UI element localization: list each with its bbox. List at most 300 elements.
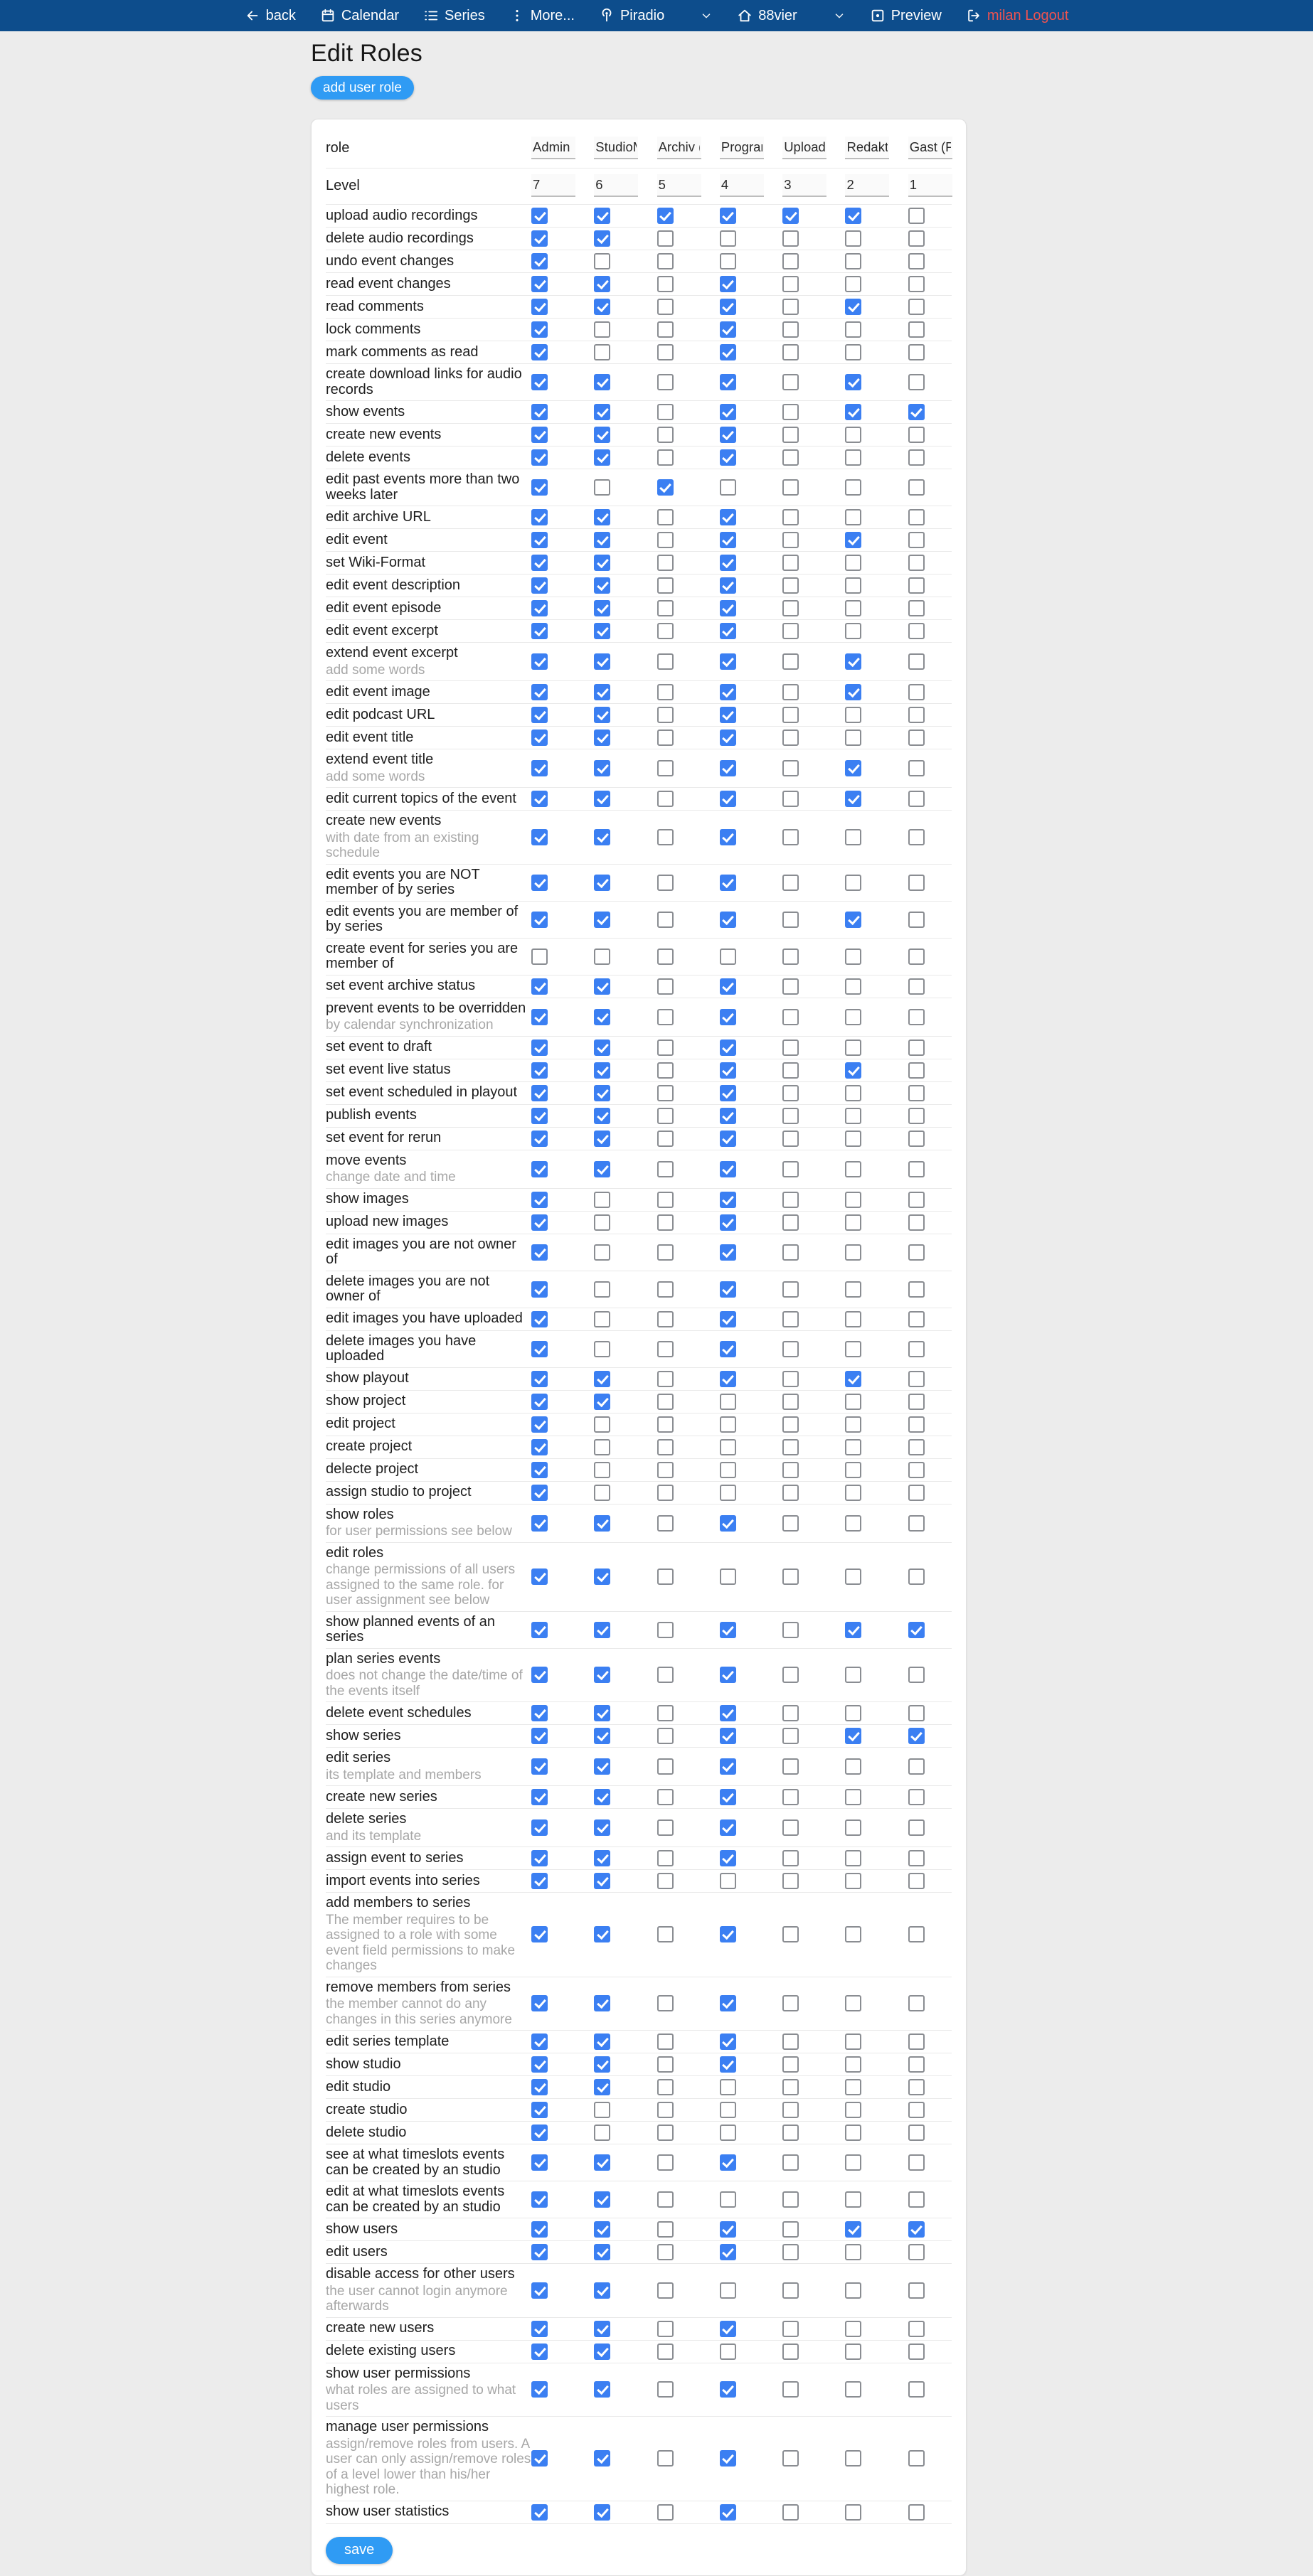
permission-checkbox[interactable] <box>720 1161 736 1177</box>
permission-checkbox[interactable] <box>594 1995 610 2011</box>
permission-checkbox[interactable] <box>782 2191 799 2208</box>
permission-checkbox[interactable] <box>657 875 674 891</box>
permission-checkbox[interactable] <box>594 1728 610 1744</box>
permission-checkbox[interactable] <box>845 1062 861 1079</box>
permission-checkbox[interactable] <box>908 1161 925 1177</box>
permission-checkbox[interactable] <box>720 2221 736 2238</box>
permission-checkbox[interactable] <box>531 555 548 571</box>
permission-checkbox[interactable] <box>908 684 925 700</box>
permission-checkbox[interactable] <box>845 1995 861 2011</box>
permission-checkbox[interactable] <box>908 791 925 807</box>
permission-checkbox[interactable] <box>908 1728 925 1744</box>
nav-item-calendar[interactable] <box>320 8 399 23</box>
permission-checkbox[interactable] <box>782 791 799 807</box>
permission-checkbox[interactable] <box>845 253 861 269</box>
permission-checkbox[interactable] <box>594 2056 610 2073</box>
permission-checkbox[interactable] <box>720 2102 736 2118</box>
nav-item-more[interactable] <box>509 8 575 23</box>
role-name-input-5[interactable] <box>782 137 826 159</box>
permission-checkbox[interactable] <box>531 1040 548 1056</box>
permission-checkbox[interactable] <box>594 829 610 845</box>
permission-checkbox[interactable] <box>657 344 674 360</box>
permission-checkbox[interactable] <box>782 555 799 571</box>
permission-checkbox[interactable] <box>782 1394 799 1410</box>
permission-checkbox[interactable] <box>657 2154 674 2171</box>
permission-checkbox[interactable] <box>908 253 925 269</box>
permission-checkbox[interactable] <box>845 875 861 891</box>
permission-checkbox[interactable] <box>845 276 861 292</box>
permission-checkbox[interactable] <box>908 344 925 360</box>
permission-checkbox[interactable] <box>782 1371 799 1387</box>
permission-checkbox[interactable] <box>594 1192 610 1208</box>
permission-checkbox[interactable] <box>657 1515 674 1532</box>
permission-checkbox[interactable] <box>594 2079 610 2095</box>
permission-checkbox[interactable] <box>594 875 610 891</box>
permission-checkbox[interactable] <box>908 653 925 670</box>
permission-checkbox[interactable] <box>594 1926 610 1942</box>
permission-checkbox[interactable] <box>531 208 548 224</box>
permission-checkbox[interactable] <box>908 1341 925 1357</box>
permission-checkbox[interactable] <box>657 1040 674 1056</box>
permission-checkbox[interactable] <box>782 1758 799 1775</box>
permission-checkbox[interactable] <box>782 230 799 247</box>
role-name-input-4[interactable] <box>720 137 764 159</box>
permission-checkbox[interactable] <box>657 449 674 466</box>
permission-checkbox[interactable] <box>845 555 861 571</box>
permission-checkbox[interactable] <box>908 2450 925 2467</box>
permission-checkbox[interactable] <box>657 2321 674 2337</box>
permission-checkbox[interactable] <box>908 912 925 928</box>
permission-checkbox[interactable] <box>531 1789 548 1805</box>
permission-checkbox[interactable] <box>720 2125 736 2141</box>
permission-checkbox[interactable] <box>531 1214 548 1231</box>
permission-checkbox[interactable] <box>531 1728 548 1744</box>
permission-checkbox[interactable] <box>531 791 548 807</box>
permission-checkbox[interactable] <box>531 1705 548 1721</box>
permission-checkbox[interactable] <box>594 449 610 466</box>
permission-checkbox[interactable] <box>908 2282 925 2299</box>
permission-checkbox[interactable] <box>657 2450 674 2467</box>
permission-checkbox[interactable] <box>720 1131 736 1147</box>
permission-checkbox[interactable] <box>720 1040 736 1056</box>
permission-checkbox[interactable] <box>531 1371 548 1387</box>
permission-checkbox[interactable] <box>594 2321 610 2337</box>
permission-checkbox[interactable] <box>720 912 736 928</box>
permission-checkbox[interactable] <box>908 623 925 639</box>
permission-checkbox[interactable] <box>594 404 610 420</box>
permission-checkbox[interactable] <box>720 1416 736 1433</box>
permission-checkbox[interactable] <box>594 1758 610 1775</box>
permission-checkbox[interactable] <box>594 2282 610 2299</box>
permission-checkbox[interactable] <box>782 1622 799 1638</box>
permission-checkbox[interactable] <box>657 1758 674 1775</box>
permission-checkbox[interactable] <box>720 623 736 639</box>
permission-checkbox[interactable] <box>594 577 610 594</box>
permission-checkbox[interactable] <box>531 1311 548 1327</box>
role-name-input-7[interactable] <box>908 137 952 159</box>
permission-checkbox[interactable] <box>720 653 736 670</box>
permission-checkbox[interactable] <box>657 978 674 995</box>
permission-checkbox[interactable] <box>720 1995 736 2011</box>
permission-checkbox[interactable] <box>908 1131 925 1147</box>
permission-checkbox[interactable] <box>594 1371 610 1387</box>
permission-checkbox[interactable] <box>782 1040 799 1056</box>
permission-checkbox[interactable] <box>531 253 548 269</box>
permission-checkbox[interactable] <box>594 2381 610 2398</box>
permission-checkbox[interactable] <box>594 299 610 315</box>
permission-checkbox[interactable] <box>908 1705 925 1721</box>
permission-checkbox[interactable] <box>782 1062 799 1079</box>
permission-checkbox[interactable] <box>657 577 674 594</box>
permission-checkbox[interactable] <box>782 1131 799 1147</box>
permission-checkbox[interactable] <box>845 829 861 845</box>
permission-checkbox[interactable] <box>845 449 861 466</box>
permission-checkbox[interactable] <box>594 344 610 360</box>
permission-checkbox[interactable] <box>594 1131 610 1147</box>
permission-checkbox[interactable] <box>594 2125 610 2141</box>
permission-checkbox[interactable] <box>782 1789 799 1805</box>
permission-checkbox[interactable] <box>657 2282 674 2299</box>
permission-checkbox[interactable] <box>908 1995 925 2011</box>
permission-checkbox[interactable] <box>908 1416 925 1433</box>
permission-checkbox[interactable] <box>908 978 925 995</box>
permission-checkbox[interactable] <box>908 299 925 315</box>
permission-checkbox[interactable] <box>594 684 610 700</box>
permission-checkbox[interactable] <box>782 404 799 420</box>
permission-checkbox[interactable] <box>908 1819 925 1836</box>
permission-checkbox[interactable] <box>657 1244 674 1261</box>
permission-checkbox[interactable] <box>845 1131 861 1147</box>
chevron-down-icon[interactable] <box>700 9 713 22</box>
permission-checkbox[interactable] <box>720 1462 736 1478</box>
permission-checkbox[interactable] <box>720 1009 736 1025</box>
level-input-6[interactable] <box>845 174 889 197</box>
permission-checkbox[interactable] <box>657 912 674 928</box>
permission-checkbox[interactable] <box>657 623 674 639</box>
permission-checkbox[interactable] <box>720 1926 736 1942</box>
permission-checkbox[interactable] <box>908 1485 925 1501</box>
permission-checkbox[interactable] <box>782 875 799 891</box>
permission-checkbox[interactable] <box>782 2504 799 2521</box>
permission-checkbox[interactable] <box>657 230 674 247</box>
permission-checkbox[interactable] <box>845 1085 861 1101</box>
permission-checkbox[interactable] <box>594 1705 610 1721</box>
permission-checkbox[interactable] <box>531 2381 548 2398</box>
permission-checkbox[interactable] <box>531 1416 548 1433</box>
permission-checkbox[interactable] <box>782 600 799 616</box>
permission-checkbox[interactable] <box>845 2343 861 2360</box>
permission-checkbox[interactable] <box>594 427 610 443</box>
permission-checkbox[interactable] <box>908 509 925 525</box>
permission-checkbox[interactable] <box>908 1062 925 1079</box>
permission-checkbox[interactable] <box>782 344 799 360</box>
permission-checkbox[interactable] <box>594 1108 610 1124</box>
permission-checkbox[interactable] <box>845 1728 861 1744</box>
role-name-input-1[interactable] <box>531 137 575 159</box>
permission-checkbox[interactable] <box>594 2450 610 2467</box>
permission-checkbox[interactable] <box>657 1789 674 1805</box>
permission-checkbox[interactable] <box>531 1062 548 1079</box>
permission-checkbox[interactable] <box>908 1622 925 1638</box>
permission-checkbox[interactable] <box>782 1416 799 1433</box>
permission-checkbox[interactable] <box>845 2056 861 2073</box>
permission-checkbox[interactable] <box>657 1192 674 1208</box>
permission-checkbox[interactable] <box>531 2343 548 2360</box>
permission-checkbox[interactable] <box>845 208 861 224</box>
permission-checkbox[interactable] <box>531 1873 548 1889</box>
permission-checkbox[interactable] <box>845 1192 861 1208</box>
permission-checkbox[interactable] <box>908 1667 925 1683</box>
level-input-5[interactable] <box>782 174 826 197</box>
permission-checkbox[interactable] <box>845 2450 861 2467</box>
permission-checkbox[interactable] <box>845 600 861 616</box>
permission-checkbox[interactable] <box>657 1108 674 1124</box>
permission-checkbox[interactable] <box>782 1214 799 1231</box>
permission-checkbox[interactable] <box>720 2321 736 2337</box>
permission-checkbox[interactable] <box>908 2033 925 2050</box>
permission-checkbox[interactable] <box>845 404 861 420</box>
permission-checkbox[interactable] <box>531 1926 548 1942</box>
permission-checkbox[interactable] <box>531 729 548 746</box>
permission-checkbox[interactable] <box>594 1439 610 1455</box>
permission-checkbox[interactable] <box>720 1085 736 1101</box>
permission-checkbox[interactable] <box>657 1062 674 1079</box>
permission-checkbox[interactable] <box>782 532 799 548</box>
permission-checkbox[interactable] <box>531 577 548 594</box>
permission-checkbox[interactable] <box>594 253 610 269</box>
permission-checkbox[interactable] <box>845 1341 861 1357</box>
permission-checkbox[interactable] <box>845 374 861 390</box>
permission-checkbox[interactable] <box>845 1281 861 1298</box>
permission-checkbox[interactable] <box>594 1311 610 1327</box>
permission-checkbox[interactable] <box>782 623 799 639</box>
permission-checkbox[interactable] <box>908 532 925 548</box>
permission-checkbox[interactable] <box>720 729 736 746</box>
permission-checkbox[interactable] <box>908 2191 925 2208</box>
permission-checkbox[interactable] <box>782 1926 799 1942</box>
permission-checkbox[interactable] <box>657 1873 674 1889</box>
permission-checkbox[interactable] <box>782 1667 799 1683</box>
permission-checkbox[interactable] <box>782 2450 799 2467</box>
level-input-4[interactable] <box>720 174 764 197</box>
permission-checkbox[interactable] <box>845 2102 861 2118</box>
permission-checkbox[interactable] <box>657 253 674 269</box>
permission-checkbox[interactable] <box>845 509 861 525</box>
permission-checkbox[interactable] <box>908 1281 925 1298</box>
permission-checkbox[interactable] <box>657 2191 674 2208</box>
permission-checkbox[interactable] <box>720 1062 736 1079</box>
permission-checkbox[interactable] <box>657 1819 674 1836</box>
permission-checkbox[interactable] <box>720 1667 736 1683</box>
permission-checkbox[interactable] <box>657 276 674 292</box>
permission-checkbox[interactable] <box>720 2381 736 2398</box>
add-user-role-button[interactable]: add user role <box>311 76 414 100</box>
permission-checkbox[interactable] <box>657 1462 674 1478</box>
permission-checkbox[interactable] <box>720 684 736 700</box>
permission-checkbox[interactable] <box>594 760 610 776</box>
permission-checkbox[interactable] <box>782 2154 799 2171</box>
permission-checkbox[interactable] <box>908 2321 925 2337</box>
permission-checkbox[interactable] <box>720 1214 736 1231</box>
permission-checkbox[interactable] <box>594 1568 610 1585</box>
permission-checkbox[interactable] <box>720 532 736 548</box>
permission-checkbox[interactable] <box>657 729 674 746</box>
permission-checkbox[interactable] <box>720 2056 736 2073</box>
permission-checkbox[interactable] <box>657 427 674 443</box>
permission-checkbox[interactable] <box>657 1439 674 1455</box>
permission-checkbox[interactable] <box>594 912 610 928</box>
permission-checkbox[interactable] <box>531 684 548 700</box>
permission-checkbox[interactable] <box>845 2381 861 2398</box>
permission-checkbox[interactable] <box>720 2154 736 2171</box>
permission-checkbox[interactable] <box>531 1995 548 2011</box>
permission-checkbox[interactable] <box>531 1622 548 1638</box>
permission-checkbox[interactable] <box>657 479 674 496</box>
permission-checkbox[interactable] <box>531 2321 548 2337</box>
permission-checkbox[interactable] <box>531 449 548 466</box>
permission-checkbox[interactable] <box>657 1281 674 1298</box>
permission-checkbox[interactable] <box>657 1394 674 1410</box>
permission-checkbox[interactable] <box>845 707 861 723</box>
permission-checkbox[interactable] <box>720 600 736 616</box>
permission-checkbox[interactable] <box>845 1439 861 1455</box>
permission-checkbox[interactable] <box>657 2504 674 2521</box>
permission-checkbox[interactable] <box>782 2244 799 2260</box>
permission-checkbox[interactable] <box>908 230 925 247</box>
permission-checkbox[interactable] <box>531 760 548 776</box>
permission-checkbox[interactable] <box>845 230 861 247</box>
permission-checkbox[interactable] <box>594 1244 610 1261</box>
permission-checkbox[interactable] <box>782 707 799 723</box>
permission-checkbox[interactable] <box>594 532 610 548</box>
permission-checkbox[interactable] <box>782 1244 799 1261</box>
permission-checkbox[interactable] <box>657 2221 674 2238</box>
permission-checkbox[interactable] <box>657 509 674 525</box>
permission-checkbox[interactable] <box>531 600 548 616</box>
permission-checkbox[interactable] <box>908 829 925 845</box>
permission-checkbox[interactable] <box>782 978 799 995</box>
permission-checkbox[interactable] <box>782 1568 799 1585</box>
permission-checkbox[interactable] <box>720 707 736 723</box>
permission-checkbox[interactable] <box>782 760 799 776</box>
permission-checkbox[interactable] <box>594 509 610 525</box>
permission-checkbox[interactable] <box>720 1728 736 1744</box>
permission-checkbox[interactable] <box>531 1439 548 1455</box>
permission-checkbox[interactable] <box>782 449 799 466</box>
permission-checkbox[interactable] <box>845 2282 861 2299</box>
permission-checkbox[interactable] <box>531 1667 548 1683</box>
permission-checkbox[interactable] <box>720 1789 736 1805</box>
permission-checkbox[interactable] <box>594 2154 610 2171</box>
permission-checkbox[interactable] <box>531 1131 548 1147</box>
permission-checkbox[interactable] <box>782 2282 799 2299</box>
permission-checkbox[interactable] <box>594 1819 610 1836</box>
permission-checkbox[interactable] <box>657 760 674 776</box>
nav-item-series[interactable] <box>423 8 485 23</box>
permission-checkbox[interactable] <box>531 404 548 420</box>
permission-checkbox[interactable] <box>845 1850 861 1866</box>
permission-checkbox[interactable] <box>782 1995 799 2011</box>
permission-checkbox[interactable] <box>782 1705 799 1721</box>
permission-checkbox[interactable] <box>531 2056 548 2073</box>
permission-checkbox[interactable] <box>845 2244 861 2260</box>
permission-checkbox[interactable] <box>531 299 548 315</box>
permission-checkbox[interactable] <box>657 1214 674 1231</box>
permission-checkbox[interactable] <box>720 299 736 315</box>
permission-checkbox[interactable] <box>782 1439 799 1455</box>
permission-checkbox[interactable] <box>594 729 610 746</box>
permission-checkbox[interactable] <box>908 2079 925 2095</box>
permission-checkbox[interactable] <box>782 1161 799 1177</box>
permission-checkbox[interactable] <box>720 791 736 807</box>
permission-checkbox[interactable] <box>720 1192 736 1208</box>
permission-checkbox[interactable] <box>657 1850 674 1866</box>
permission-checkbox[interactable] <box>531 2079 548 2095</box>
permission-checkbox[interactable] <box>782 829 799 845</box>
permission-checkbox[interactable] <box>720 449 736 466</box>
permission-checkbox[interactable] <box>782 2125 799 2141</box>
level-input-2[interactable] <box>594 174 638 197</box>
permission-checkbox[interactable] <box>720 1394 736 1410</box>
nav-item-back[interactable] <box>245 8 296 23</box>
permission-checkbox[interactable] <box>531 1192 548 1208</box>
permission-checkbox[interactable] <box>657 791 674 807</box>
save-button[interactable]: save <box>326 2537 393 2564</box>
permission-checkbox[interactable] <box>657 600 674 616</box>
permission-checkbox[interactable] <box>782 1515 799 1532</box>
permission-checkbox[interactable] <box>720 427 736 443</box>
permission-checkbox[interactable] <box>782 2102 799 2118</box>
permission-checkbox[interactable] <box>594 948 610 965</box>
permission-checkbox[interactable] <box>531 374 548 390</box>
permission-checkbox[interactable] <box>845 1161 861 1177</box>
permission-checkbox[interactable] <box>908 2221 925 2238</box>
permission-checkbox[interactable] <box>720 1819 736 1836</box>
permission-checkbox[interactable] <box>845 1515 861 1532</box>
permission-checkbox[interactable] <box>657 321 674 338</box>
permission-checkbox[interactable] <box>845 1371 861 1387</box>
permission-checkbox[interactable] <box>594 978 610 995</box>
permission-checkbox[interactable] <box>657 1705 674 1721</box>
permission-checkbox[interactable] <box>531 1244 548 1261</box>
permission-checkbox[interactable] <box>845 1667 861 1683</box>
permission-checkbox[interactable] <box>908 1040 925 1056</box>
permission-checkbox[interactable] <box>531 2450 548 2467</box>
permission-checkbox[interactable] <box>845 912 861 928</box>
permission-checkbox[interactable] <box>845 978 861 995</box>
permission-checkbox[interactable] <box>720 1439 736 1455</box>
permission-checkbox[interactable] <box>845 2191 861 2208</box>
permission-checkbox[interactable] <box>782 1311 799 1327</box>
permission-checkbox[interactable] <box>657 829 674 845</box>
permission-checkbox[interactable] <box>908 2504 925 2521</box>
permission-checkbox[interactable] <box>657 1085 674 1101</box>
permission-checkbox[interactable] <box>531 2244 548 2260</box>
permission-checkbox[interactable] <box>845 623 861 639</box>
permission-checkbox[interactable] <box>845 1758 861 1775</box>
permission-checkbox[interactable] <box>594 2191 610 2208</box>
permission-checkbox[interactable] <box>845 299 861 315</box>
permission-checkbox[interactable] <box>594 555 610 571</box>
permission-checkbox[interactable] <box>594 2343 610 2360</box>
permission-checkbox[interactable] <box>908 875 925 891</box>
permission-checkbox[interactable] <box>908 1244 925 1261</box>
permission-checkbox[interactable] <box>845 1416 861 1433</box>
permission-checkbox[interactable] <box>908 321 925 338</box>
permission-checkbox[interactable] <box>845 1394 861 1410</box>
permission-checkbox[interactable] <box>908 1926 925 1942</box>
permission-checkbox[interactable] <box>531 1161 548 1177</box>
